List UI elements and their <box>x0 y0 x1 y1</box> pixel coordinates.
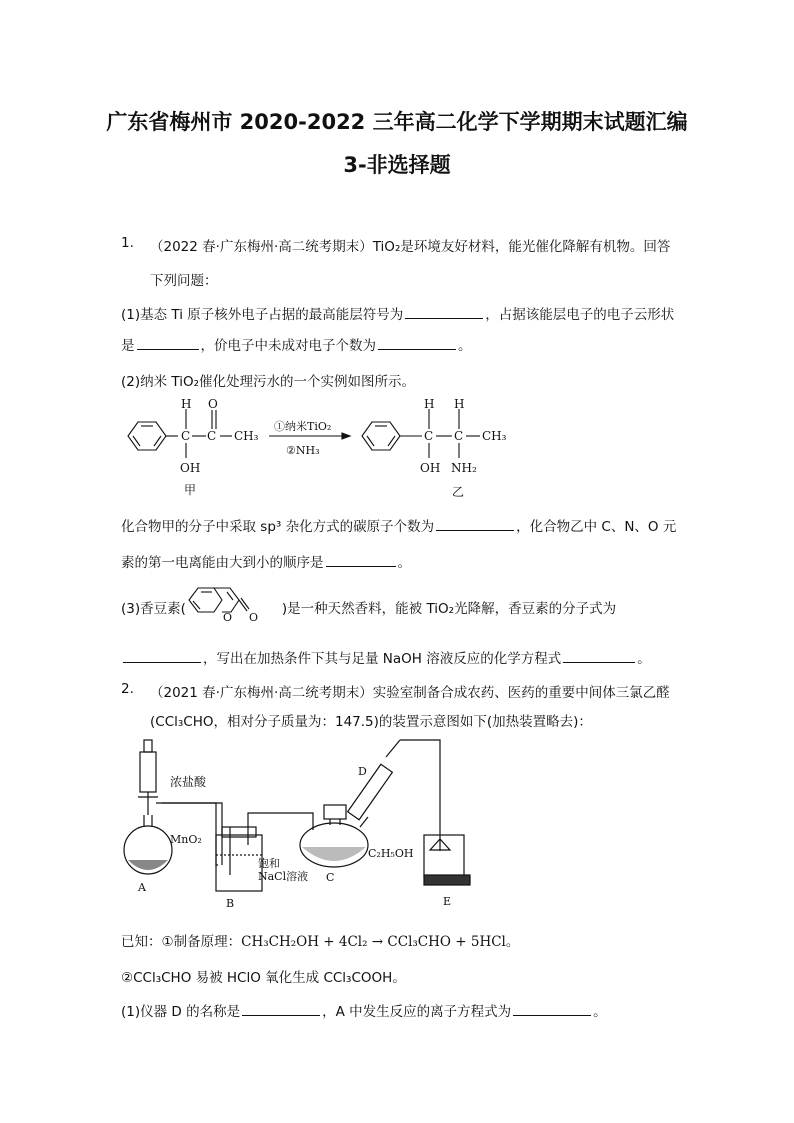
coumarin-structure <box>183 581 279 627</box>
atom-c: C <box>424 429 434 443</box>
atom-o: O <box>249 611 259 624</box>
answer-blank[interactable] <box>326 554 396 567</box>
label-e: E <box>443 895 452 908</box>
answer-blank[interactable] <box>242 1003 320 1016</box>
answer-blank[interactable] <box>137 337 199 350</box>
condenser-d <box>348 764 393 820</box>
q1-part1-text-b: ，占据该能层电子的电子云形状 <box>485 307 675 323</box>
atom-c: C <box>454 429 464 443</box>
q2-known-1 <box>121 930 519 950</box>
group-oh: OH <box>420 461 441 475</box>
q2-part1 <box>121 1000 607 1020</box>
q2-intro-line1: （2021 春·广东梅州·高二统考期末）实验室制备合成农药、医药的重要中间体三氯乙醛 <box>150 685 670 701</box>
label-c: C <box>326 871 335 884</box>
q1-number: 1. <box>121 235 134 251</box>
label-sat: 饱和 <box>258 857 280 870</box>
label-yi: 乙 <box>452 485 465 499</box>
funnel-stopper <box>144 740 152 752</box>
arrow-head <box>342 433 350 439</box>
q1-part1-text-d: ，价电子中未成对电子个数为 <box>200 338 376 354</box>
atom-h: H <box>424 397 435 411</box>
q2-known-1-equation: CH₃CH₂OH + 4Cl₂ → CCl₃CHO + 5HCl。 <box>241 934 520 950</box>
q2-intro-line2: (CCl₃CHO，相对分子质量为：147.5)的装置示意图如下(加热装置略去)： <box>150 714 592 730</box>
group-oh: OH <box>180 461 201 475</box>
label-hcl: 浓盐酸 <box>170 775 207 789</box>
doc-title-line1: 广东省梅州市 2020-2022 三年高二化学下学期期末试题汇编 <box>106 110 688 134</box>
q1-part3-text-b: )是一种天然香料，能被 TiO₂光降解，香豆素的分子式为 <box>281 601 617 617</box>
condition-1: ①纳米TiO₂ <box>274 420 332 433</box>
label-mno2: MnO₂ <box>170 833 202 846</box>
q1-part3-line2 <box>121 647 651 667</box>
label-d: D <box>358 765 367 778</box>
reaction-scheme <box>114 396 514 506</box>
q1-part1-text-a: (1)基态 Ti 原子核外电子占据的最高能层符号为 <box>121 307 404 323</box>
q1-part1-text-e: 。 <box>458 338 472 354</box>
answer-blank[interactable] <box>405 306 483 319</box>
group-ch3: CH₃ <box>234 429 259 443</box>
atom-h: H <box>454 397 465 411</box>
answer-blank[interactable] <box>378 337 456 350</box>
q2-known-1-label: 已知：①制备原理： <box>121 934 242 950</box>
q2-part1-text-b: ，A 中发生反应的离子方程式为 <box>322 1004 512 1020</box>
bottle-b <box>216 835 262 891</box>
atom-o: O <box>223 611 233 624</box>
label-nacl: NaCl溶液 <box>258 870 309 883</box>
condition-2: ②NH₃ <box>286 444 320 457</box>
q2-part1-text-a: (1)仪器 D 的名称是 <box>121 1004 241 1020</box>
q2-number: 2. <box>121 681 134 697</box>
label-b: B <box>226 897 235 910</box>
q1-part2-text-d: 。 <box>397 555 411 571</box>
q1-part2-text-b: ，化合物乙中 C、N、O 元 <box>516 519 677 535</box>
answer-blank[interactable] <box>513 1003 591 1016</box>
atom-o: O <box>208 397 218 411</box>
q1-part3-text-d: 。 <box>637 651 651 667</box>
beaker-e <box>424 835 464 877</box>
q1-part3-text-c: ，写出在加热条件下其与足量 NaOH 溶液反应的化学方程式 <box>203 651 562 667</box>
q2-part1-text-c: 。 <box>593 1004 607 1020</box>
group-ch3: CH₃ <box>482 429 507 443</box>
q1-part2-question-line2 <box>121 551 411 571</box>
answer-blank[interactable] <box>436 518 514 531</box>
apparatus-figure <box>118 735 478 915</box>
label-etoh: C₂H₅OH <box>368 847 414 860</box>
q1-part2-text-a: 化合物甲的分子中采取 sp³ 杂化方式的碳原子个数为 <box>121 519 435 535</box>
q1-intro-line1: （2022 春·广东梅州·高二统考期末）TiO₂是环境友好材料，能光催化降解有机物。回答 <box>150 239 671 255</box>
answer-blank[interactable] <box>563 650 635 663</box>
atom-h: H <box>181 397 192 411</box>
doc-title-line2: 3-非选择题 <box>343 153 451 177</box>
answer-blank[interactable] <box>123 650 201 663</box>
q1-part3-text-a: (3)香豆素( <box>121 601 186 617</box>
q1-part2-text-c: 素的第一电离能由大到小的顺序是 <box>121 555 324 571</box>
atom-c: C <box>207 429 217 443</box>
q1-part1-line2 <box>121 334 472 354</box>
q1-part2-question-line1 <box>121 515 676 535</box>
q1-part1-line1 <box>121 303 674 323</box>
label-a: A <box>138 881 146 894</box>
q1-part1-text-c: 是 <box>121 338 135 354</box>
q1-intro-line2: 下列问题： <box>150 273 218 289</box>
group-nh2: NH₂ <box>451 461 477 475</box>
q1-part2-intro: (2)纳米 TiO₂催化处理污水的一个实例如图所示。 <box>121 374 416 390</box>
q2-known-2: ②CCl₃CHO 易被 HClO 氧化生成 CCl₃COOH。 <box>121 970 406 986</box>
label-jia: 甲 <box>184 483 197 497</box>
atom-c: C <box>181 429 191 443</box>
